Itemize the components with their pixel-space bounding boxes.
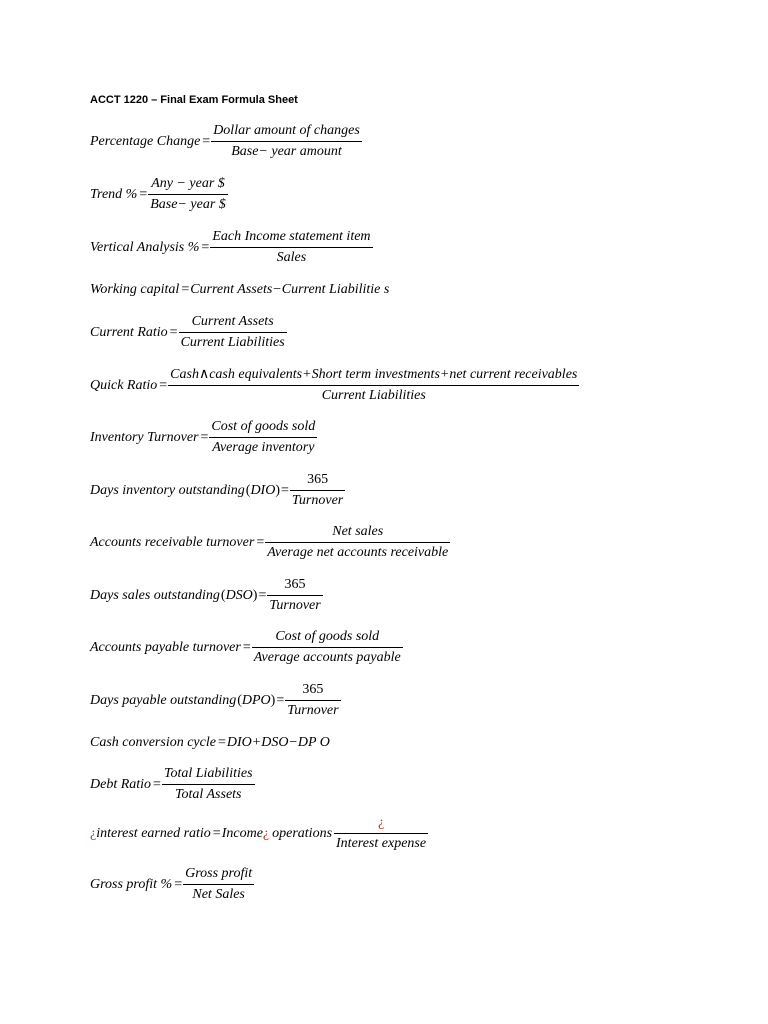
formula-lhs: Trend % bbox=[90, 186, 138, 202]
formula-dpo bbox=[90, 683, 341, 718]
numerator: Gross profit bbox=[185, 866, 253, 881]
unknown-glyph: ¿ bbox=[90, 825, 97, 841]
formula-gross-profit bbox=[90, 867, 254, 902]
formula-lhs: Days inventory outstanding bbox=[90, 482, 245, 498]
numerator: Cost of goods sold bbox=[211, 419, 316, 434]
formula-percentage-change bbox=[90, 124, 362, 159]
equals-sign: = bbox=[217, 735, 226, 750]
denominator: Sales bbox=[210, 247, 372, 265]
unknown-glyph: ¿ bbox=[262, 825, 270, 841]
formula-lhs: Accounts receivable turnover bbox=[90, 534, 255, 550]
fraction bbox=[168, 368, 579, 403]
formula-lhs: Days sales outstanding bbox=[90, 587, 220, 603]
formula-quick-ratio bbox=[90, 368, 579, 403]
equals-sign: = bbox=[200, 429, 209, 445]
numerator: Dollar amount of changes bbox=[213, 123, 360, 138]
fraction bbox=[267, 578, 322, 613]
formula-mid2: operations bbox=[272, 825, 333, 841]
equals-sign: = bbox=[201, 239, 210, 255]
equals-sign: = bbox=[212, 825, 221, 841]
formula-ar-turnover bbox=[90, 525, 450, 560]
page-title: ACCT 1220 – Final Exam Formula Sheet bbox=[90, 94, 298, 106]
left-paren: ( bbox=[220, 587, 226, 603]
numerator: Cash∧cash equivalents+Short term investments+net current receivables bbox=[170, 367, 578, 382]
equals-sign: = bbox=[153, 776, 161, 792]
numerator: 365 bbox=[307, 472, 329, 487]
formula-lhs: Quick Ratio bbox=[90, 377, 158, 393]
formula-times-interest-earned bbox=[90, 816, 428, 851]
formula-lhs: interest earned ratio bbox=[96, 825, 211, 841]
equals-sign: = bbox=[181, 282, 190, 297]
fraction bbox=[265, 525, 450, 560]
formula-abbr: DPO bbox=[241, 692, 271, 708]
formula-lhs: Accounts payable turnover bbox=[90, 639, 241, 655]
right-paren: ) bbox=[275, 482, 280, 498]
formula-lhs: Current Ratio bbox=[90, 324, 168, 340]
numerator: Cost of goods sold bbox=[275, 629, 380, 644]
fraction bbox=[285, 683, 340, 718]
denominator: Average inventory bbox=[209, 437, 317, 455]
formula-cash-conversion-cycle bbox=[90, 736, 330, 750]
numerator: 365 bbox=[302, 682, 324, 697]
formula-lhs: Percentage Change bbox=[90, 133, 201, 149]
denominator: Average accounts payable bbox=[252, 647, 403, 665]
equals-sign: = bbox=[281, 482, 289, 498]
left-paren: ( bbox=[237, 692, 242, 708]
numerator: ¿ bbox=[377, 815, 385, 830]
right-paren: ) bbox=[252, 587, 258, 603]
formula-lhs: Gross profit % bbox=[90, 876, 173, 892]
formula-lhs: Cash conversion cycle bbox=[90, 735, 216, 750]
equals-sign: = bbox=[202, 133, 211, 149]
denominator: Base− year amount bbox=[211, 141, 362, 159]
numerator: Each Income statement item bbox=[212, 229, 371, 244]
formula-debt-ratio bbox=[90, 767, 255, 802]
formula-dso bbox=[90, 578, 323, 613]
denominator: Interest expense bbox=[334, 833, 428, 851]
denominator: Average net accounts receivable bbox=[265, 542, 450, 560]
formula-current-ratio bbox=[90, 315, 287, 350]
equals-sign: = bbox=[276, 692, 285, 708]
denominator: Turnover bbox=[267, 595, 322, 613]
equals-sign: = bbox=[258, 587, 267, 603]
fraction bbox=[210, 230, 372, 265]
fraction bbox=[290, 473, 345, 508]
formula-trend bbox=[90, 177, 228, 212]
formula-mid: Income bbox=[221, 825, 263, 841]
numerator: Any − year $ bbox=[151, 176, 225, 191]
equals-sign: = bbox=[242, 639, 251, 655]
denominator: Net Sales bbox=[183, 884, 254, 902]
formula-abbr: DSO bbox=[225, 587, 253, 603]
fraction bbox=[211, 124, 362, 159]
equals-sign: = bbox=[159, 377, 168, 393]
numerator: Current Assets bbox=[191, 314, 274, 329]
formula-rhs: DIO+DSO−DP O bbox=[226, 735, 330, 750]
right-paren: ) bbox=[270, 692, 276, 708]
fraction bbox=[162, 767, 255, 802]
equals-sign: = bbox=[169, 324, 178, 340]
formula-abbr: DIO bbox=[250, 482, 276, 498]
fraction bbox=[148, 177, 228, 212]
numerator: Total Liabilities bbox=[163, 766, 253, 781]
fraction bbox=[252, 630, 403, 665]
formula-inventory-turnover bbox=[90, 420, 317, 455]
formula-ap-turnover bbox=[90, 630, 403, 665]
formula-lhs: Vertical Analysis % bbox=[90, 239, 200, 255]
denominator: Current Liabilities bbox=[179, 332, 287, 350]
fraction bbox=[334, 816, 428, 851]
fraction bbox=[183, 867, 254, 902]
equals-sign: = bbox=[174, 876, 183, 892]
formula-vertical-analysis bbox=[90, 230, 373, 265]
denominator: Current Liabilities bbox=[168, 385, 579, 403]
left-paren: ( bbox=[245, 482, 251, 498]
equals-sign: = bbox=[256, 534, 265, 550]
formula-lhs: Debt Ratio bbox=[90, 776, 152, 792]
formula-dio bbox=[90, 473, 345, 508]
denominator: Total Assets bbox=[162, 784, 255, 802]
formula-working-capital bbox=[90, 283, 389, 297]
denominator: Base− year $ bbox=[148, 194, 228, 212]
fraction bbox=[209, 420, 317, 455]
formula-lhs: Inventory Turnover bbox=[90, 429, 199, 445]
denominator: Turnover bbox=[285, 700, 340, 718]
formula-lhs: Days payable outstanding bbox=[90, 692, 237, 708]
formula-rhs: Current Assets−Current Liabilitie s bbox=[190, 282, 390, 297]
denominator: Turnover bbox=[290, 490, 345, 508]
fraction bbox=[179, 315, 287, 350]
numerator: 365 bbox=[284, 577, 306, 592]
formula-lhs: Working capital bbox=[90, 282, 180, 297]
equals-sign: = bbox=[139, 186, 148, 202]
numerator: Net sales bbox=[332, 524, 384, 539]
